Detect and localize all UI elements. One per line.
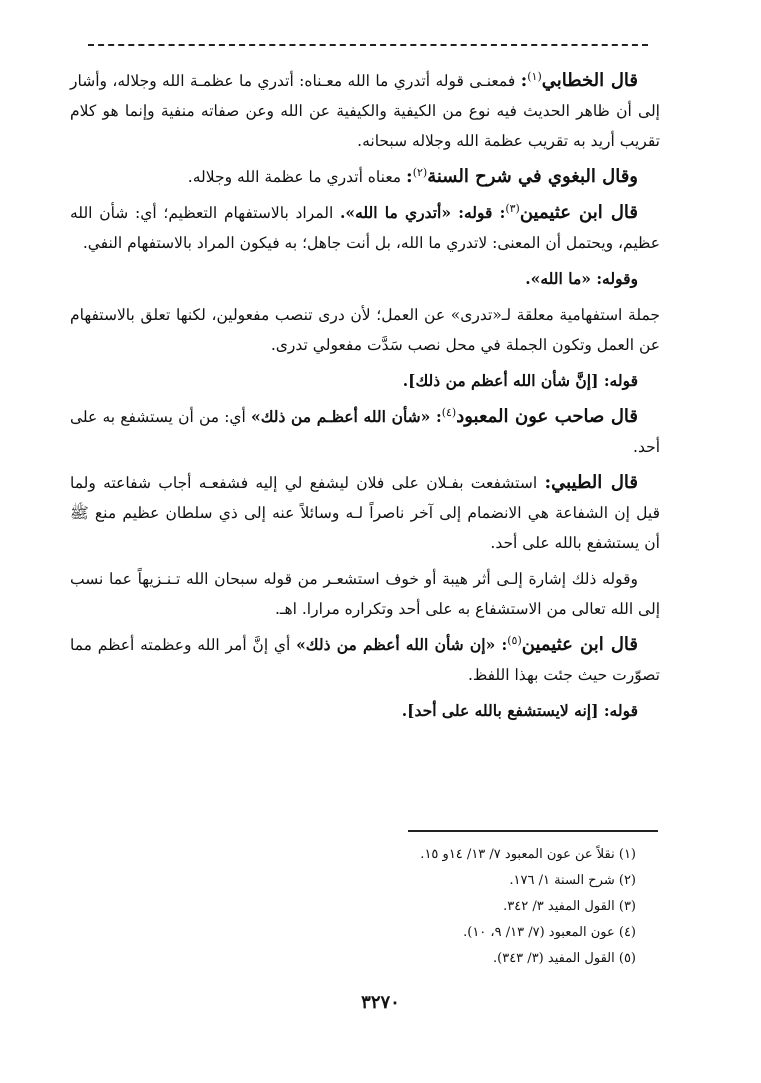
paragraph-text: معناه أتدري ما عظمة الله وجلاله. xyxy=(187,168,407,186)
paragraph-text: وقوله ذلك إشارة إلـى أثر هيبة أو خوف استشعـر من قوله سبحان الله تـنـزيهاً عما نسب إلى الله تعالى من الاستشفاع به على أحد وتكراره مرارا. اهـ. xyxy=(70,570,660,618)
top-dashed-rule xyxy=(88,44,648,46)
main-text xyxy=(70,66,660,732)
footnote-item: (٣) القول المفيد ٣/ ٣٤٢. xyxy=(503,899,636,914)
paragraph-heading: قوله: [إنَّ شأن الله أعظم من ذلك]. xyxy=(402,371,638,390)
paragraph-heading: وقوله: «ما الله». xyxy=(525,269,638,288)
quoted-phrase: : «إن شأن الله أعظم من ذلك» xyxy=(296,635,508,654)
paragraph-heading: قال الخطابي xyxy=(541,70,638,91)
paragraph-qawluhu-la-yustashfa xyxy=(70,696,660,726)
quoted-phrase: : «شأن الله أعظـم من ذلك» xyxy=(251,407,442,426)
footnote-separator xyxy=(408,830,658,832)
footnote-ref: (٥) xyxy=(507,633,522,647)
paragraph-heading: قال ابن عثيمين xyxy=(519,202,638,223)
paragraph-heading: قوله: [إنه لايستشفع بالله على أحد]. xyxy=(401,701,638,720)
paragraph-text: المراد بالاستفهام التعظيم؛ أي: شأن الله عظيم، ويحتمل أن المعنى: لاتدري ما الله، بل أنت جاهل؛ به فيكون المراد بالاستفهام النفي. xyxy=(70,204,660,252)
paragraph-qawluhu-ma-allah xyxy=(70,264,660,294)
paragraph-ishara xyxy=(70,564,660,624)
paragraph-colon: : xyxy=(406,166,413,187)
paragraph-awn-almabud xyxy=(70,402,660,462)
paragraph-grammar xyxy=(70,300,660,360)
footnotes xyxy=(320,842,636,972)
footnote-item: (٥) القول المفيد (٣/ ٣٤٣). xyxy=(493,951,636,966)
paragraph-khattabi xyxy=(70,66,660,156)
page-number: ٣٢٧٠ xyxy=(361,992,400,1013)
paragraph-heading: وقال البغوي في شرح السنة xyxy=(427,166,638,187)
footnote-item: (١) نقلاً عن عون المعبود ٧/ ١٣/ ١٤و ١٥. xyxy=(420,847,636,862)
footnote-ref: (٣) xyxy=(505,201,520,215)
paragraph-heading: قال صاحب عون المعبود xyxy=(456,406,638,427)
footnote-item: (٤) عون المعبود (٧/ ١٣/ ٩، ١٠). xyxy=(463,925,636,940)
paragraph-uthaymin-2 xyxy=(70,630,660,690)
paragraph-text: فمعنـى قوله أتدري ما الله معـناه: أتدري ما عظمـة الله وجلاله، وأشار إلى أن ظاهر الحديث فيه نوع من الكيفية والكيفية عن الله وعن صفاته منفية وإنما هو كلام تقريب أريد به تقريب عظمة الله وجلاله سبحانه. xyxy=(70,72,660,150)
footnote-ref: (٤) xyxy=(441,405,457,419)
paragraph-heading: قال ابن عثيمين xyxy=(521,634,638,655)
footnote-ref: (١) xyxy=(527,69,542,83)
quoted-phrase: : قوله: «أتدري ما الله». xyxy=(340,203,506,222)
paragraph-qawluhu-shan xyxy=(70,366,660,396)
paragraph-baghawi xyxy=(70,162,660,192)
paragraph-uthaymin-1 xyxy=(70,198,660,258)
paragraph-heading: قال الطيبي: xyxy=(544,472,638,493)
paragraph-text: أي إنَّ أمر الله وعظمته أعظم مما تصوّرت حيث جئت بهذا اللفظ. xyxy=(70,636,660,684)
paragraph-text: استشفعت بفـلان على فلان ليشفع لي إليه فشفعـه أجاب شفاعته ولما قيل إن الشفاعة هي الانضمام إلى آخر ناصراً لـه وسائلاً عنه إلى ذي سلطان عظيم منع ﷺ أن يستشفع بالله على أحد. xyxy=(70,474,660,552)
footnote-ref: (٢) xyxy=(412,165,428,179)
paragraph-text: جملة استفهامية معلقة لـ«تدرى» عن العمل؛ لأن درى تنصب مفعولين، لكنها تعلق بالاستفهام عن العمل وتكون الجملة في محل نصب سَدَّت مفعولي تدرى. xyxy=(70,306,660,354)
paragraph-colon: : xyxy=(520,70,528,91)
paragraph-tayyibi xyxy=(70,468,660,558)
paragraph-text: أي: من أن يستشفع به على أحد. xyxy=(70,408,660,456)
footnote-item: (٢) شرح السنة ١/ ١٧٦. xyxy=(509,873,636,888)
